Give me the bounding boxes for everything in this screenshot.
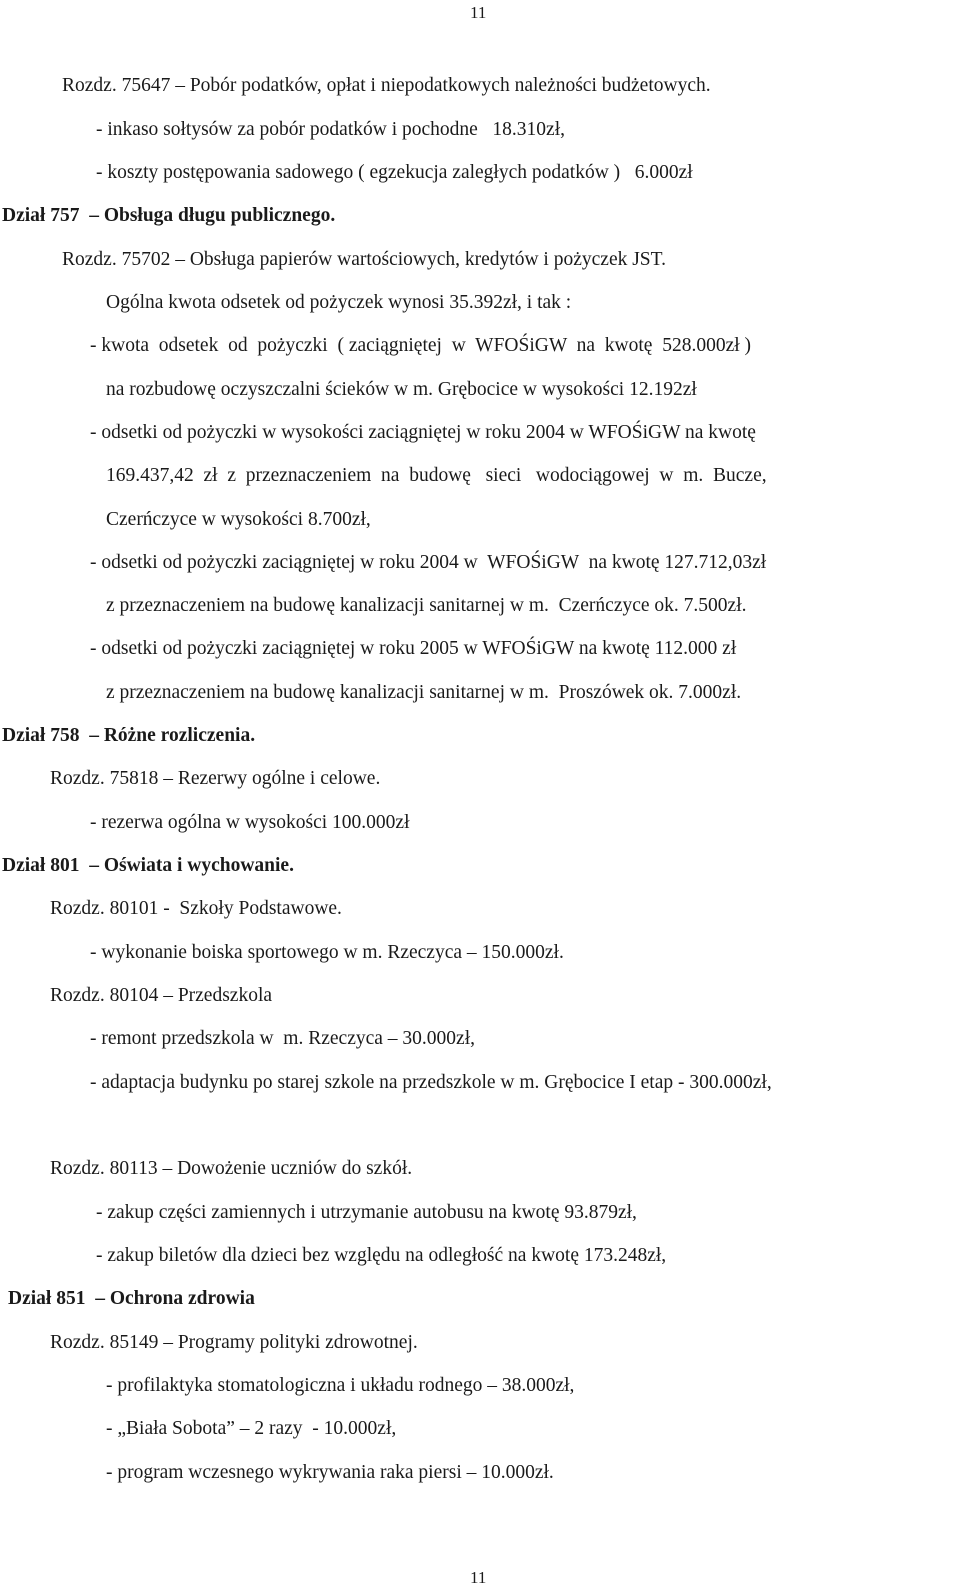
line-rozdz-75647: Rozdz. 75647 – Pobór podatków, opłat i niepodatkowych należności budżetowych. (62, 75, 711, 96)
line-remont-przedszkola: - remont przedszkola w m. Rzeczyca – 30.000zł, (90, 1028, 475, 1049)
line-rozdz-80104: Rozdz. 80104 – Przedszkola (50, 985, 273, 1006)
line-rozbudowa-oczyszczalni: na rozbudowę oczyszczalni ścieków w m. Grębocice w wysokości 12.192zł (106, 379, 697, 400)
line-rozdz-75818: Rozdz. 75818 – Rezerwy ogólne i celowe. (50, 768, 381, 789)
line-odsetki-2004-b: - odsetki od pożyczki zaciągniętej w roku 2004 w WFOŚiGW na kwotę 127.712,03zł (90, 552, 767, 573)
line-boisko-sportowe: - wykonanie boiska sportowego w m. Rzeczyca – 150.000zł. (90, 942, 564, 963)
line-adaptacja-budynku: - adaptacja budynku po starej szkole na przedszkole w m. Grębocice I etap - 300.000zł, (90, 1072, 772, 1093)
line-kanalizacja-proszowek: z przeznaczeniem na budowę kanalizacji sanitarnej w m. Proszówek ok. 7.000zł. (106, 682, 742, 703)
line-czernczyce-8700: Czerńczyce w wysokości 8.700zł, (106, 509, 371, 530)
line-kanalizacja-czernczyce: z przeznaczeniem na budowę kanalizacji sanitarnej w m. Czerńczyce ok. 7.500zł. (106, 595, 747, 616)
line-rozdz-85149: Rozdz. 85149 – Programy polityki zdrowotnej. (50, 1332, 418, 1353)
page-number-bottom: 11 (470, 1568, 487, 1587)
heading-dzial-758: Dział 758 – Różne rozliczenia. (2, 725, 256, 746)
line-biala-sobota: - „Biała Sobota” – 2 razy - 10.000zł, (106, 1418, 397, 1439)
page-number-top: 11 (470, 3, 487, 22)
line-zakup-czesci: - zakup części zamiennych i utrzymanie autobusu na kwotę 93.879zł, (96, 1202, 637, 1223)
line-koszty-postepowania: - koszty postępowania sadowego ( egzekucja zaległych podatków ) 6.000zł (96, 162, 693, 183)
line-odsetki-2004-a: - odsetki od pożyczki w wysokości zaciągniętej w roku 2004 w WFOŚiGW na kwotę (90, 422, 756, 443)
line-kwota-odsetek: - kwota odsetek od pożyczki ( zaciągniętej w WFOŚiGW na kwotę 528.000zł ) (90, 335, 752, 356)
line-profilaktyka: - profilaktyka stomatologiczna i układu rodnego – 38.000zł, (106, 1375, 575, 1396)
line-rozdz-75702: Rozdz. 75702 – Obsługa papierów wartościowych, kredytów i pożyczek JST. (62, 249, 666, 270)
line-rozdz-80101: Rozdz. 80101 - Szkoły Podstawowe. (50, 898, 342, 919)
heading-dzial-757: Dział 757 – Obsługa długu publicznego. (2, 205, 336, 226)
line-odsetki-2005: - odsetki od pożyczki zaciągniętej w roku 2005 w WFOŚiGW na kwotę 112.000 zł (90, 638, 737, 659)
heading-dzial-801: Dział 801 – Oświata i wychowanie. (2, 855, 294, 876)
line-ogolna-kwota: Ogólna kwota odsetek od pożyczek wynosi 35.392zł, i tak : (106, 292, 572, 313)
line-siec-wodociagowa: 169.437,42 zł z przeznaczeniem na budowę sieci wodociągowej w m. Bucze, (106, 465, 767, 486)
line-program-wczesnego: - program wczesnego wykrywania raka piersi – 10.000zł. (106, 1462, 554, 1483)
line-zakup-biletow: - zakup biletów dla dzieci bez względu na odległość na kwotę 173.248zł, (96, 1245, 667, 1266)
line-inkaso: - inkaso sołtysów za pobór podatków i pochodne 18.310zł, (96, 119, 566, 140)
line-rezerwa-ogolna: - rezerwa ogólna w wysokości 100.000zł (90, 812, 410, 833)
heading-dzial-851: Dział 851 – Ochrona zdrowia (8, 1288, 255, 1309)
line-rozdz-80113: Rozdz. 80113 – Dowożenie uczniów do szkół. (50, 1158, 413, 1179)
